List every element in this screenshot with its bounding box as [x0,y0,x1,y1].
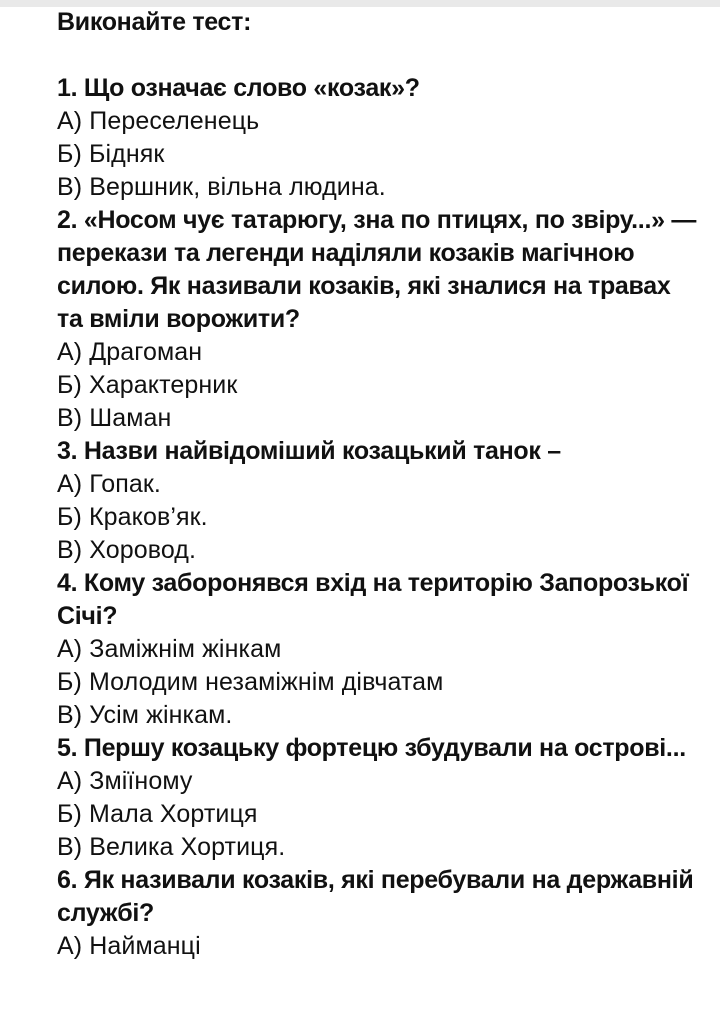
question-2-option-a: А) Драгоман [57,338,203,366]
question-2-option-b: Б) Характерник [57,371,238,399]
question-3-option-a: А) Гопак. [57,470,161,498]
question-5-text: 5. Першу козацьку фортецю збудували на острові... [57,734,686,762]
question-3-text: 3. Назви найвідоміший козацький танок – [57,437,561,465]
question-4-option-b: Б) Молодим незаміжнім дівчатам [57,668,444,696]
question-2-option-c: В) Шаман [57,404,172,432]
question-6-option-a: А) Найманці [57,932,201,960]
question-1-option-b: Б) Бідняк [57,140,165,168]
question-4-option-a: А) Заміжнім жінкам [57,635,282,663]
question-5-option-c: В) Велика Хортиця. [57,833,286,861]
question-4-option-c: В) Усім жінкам. [57,701,233,729]
test-document [57,6,697,963]
question-4-text: 4. Кому заборонявся вхід на територію Запорозької Січі? [57,569,689,630]
test-heading: Виконайте тест: [57,8,252,36]
question-6-text: 6. Як називали козаків, які перебували на державній службі? [57,866,694,927]
question-1-option-a: А) Переселенець [57,107,260,135]
question-1-text: 1. Що означає слово «козак»? [57,74,420,102]
question-3-option-b: Б) Краков’як. [57,503,208,531]
question-3-option-c: В) Хоровод. [57,536,197,564]
question-5-option-a: А) Зміїному [57,767,193,795]
question-2-text: 2. «Носом чує татарюгу, зна по птицях, по звіру...» — перекази та легенди наділяли козаків магічною силою. Як називали козаків, які зналися на травах та вміли ворожити? [57,206,697,333]
question-5-option-b: Б) Мала Хортиця [57,800,258,828]
question-1-option-c: В) Вершник, вільна людина. [57,173,386,201]
